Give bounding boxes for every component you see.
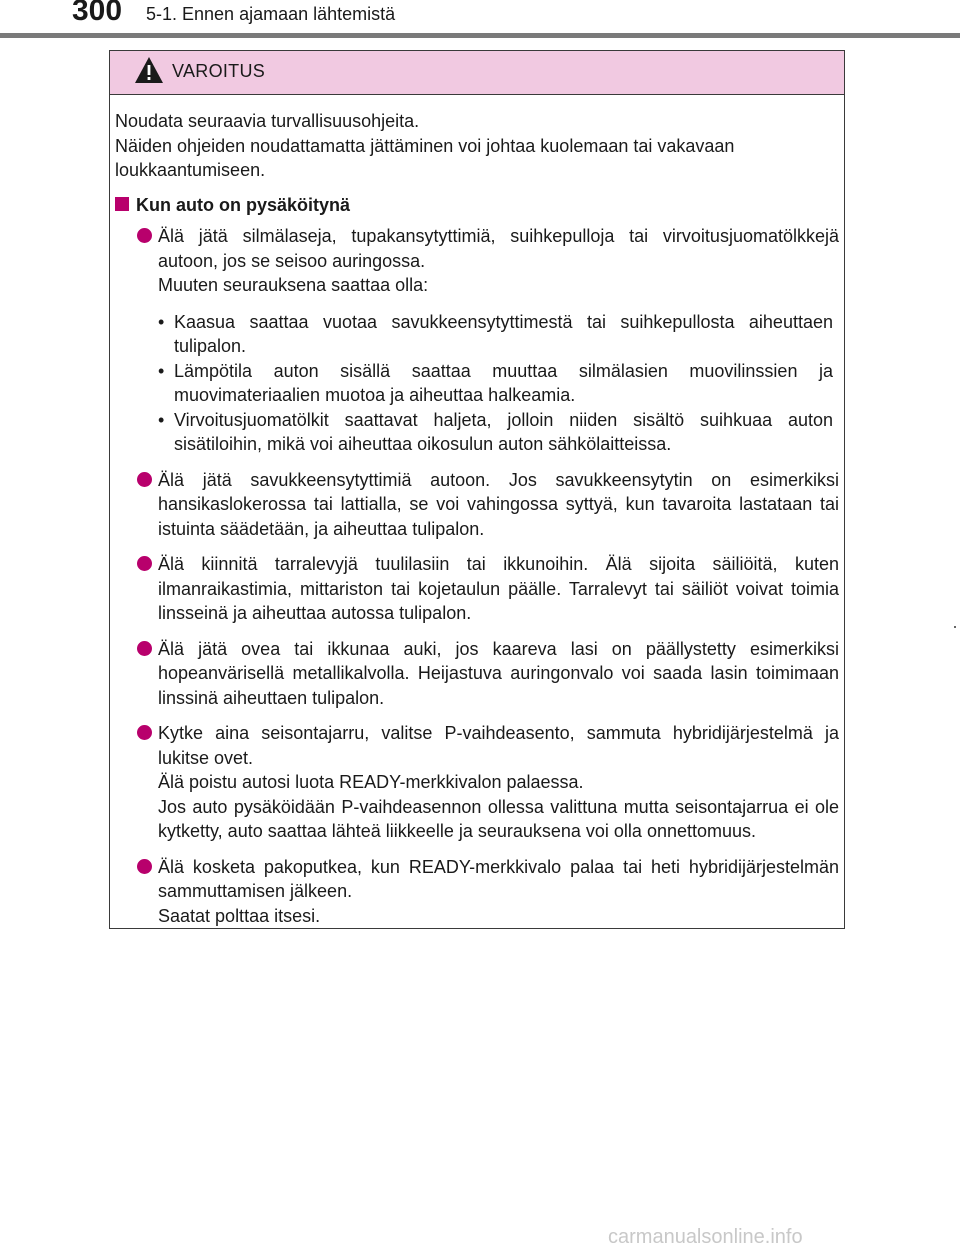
sub-list-item: [158, 408, 839, 457]
intro-line: Näiden ohjeiden noudattamatta jättäminen voi johtaa kuolemaan tai vakavaan loukkaantumiseen.: [115, 135, 735, 180]
list-item: [115, 721, 839, 844]
item-line: Älä jätä ovea tai ikkunaa auki, jos kaareva lasi on päällystetty esimerkiksi hopeanvärisellä metallikalvolla. Heijastuva auringonvalo voi saada lasin toimimaan linssinä aiheuttaen tulipalon.: [158, 638, 839, 708]
warning-box: [109, 50, 845, 929]
item-line: Kytke aina seisontajarru, valitse P-vaihdeasento, sammuta hybridijärjestelmä ja lukitse ovet.: [158, 723, 839, 768]
bullet-dot-icon: [137, 472, 152, 487]
sub-bullet-icon: •: [158, 360, 165, 381]
intro-text: [115, 109, 839, 183]
sub-list-item: [158, 359, 839, 408]
bullet-dot-icon: [137, 556, 152, 571]
square-bullet-icon: [115, 197, 129, 211]
warning-header: [110, 51, 844, 95]
item-line: Älä jätä silmälaseja, tupakansytyttimiä, suihkepulloja tai virvoitusjuomatölkkejä autoon, jos se seisoo auringossa.: [158, 226, 839, 271]
sub-item-text: Kaasua saattaa vuotaa savukkeensytyttimestä tai suihkepullosta aiheuttaen tulipalon.: [174, 311, 833, 356]
warning-title: VAROITUS: [172, 61, 266, 81]
item-line: Älä jätä savukkeensytyttimiä autoon. Jos savukkeensytytin on esimerkiksi hansikaslokerossa tai lattialla, se voi vahingossa syttyä, kun tavaroita lastataan tai istuinta säädetään, ja aiheuttaa tulipalon.: [158, 469, 839, 539]
header-rule: [0, 33, 960, 38]
watermark: carmanualsonline.info: [608, 1226, 803, 1248]
warning-body: [115, 109, 839, 939]
subheading: [115, 193, 839, 218]
sub-item-text: Virvoitusjuomatölkit saattavat haljeta, jolloin niiden sisältö suihkuaa auton sisätiloihin, mikä voi aiheuttaa oikosulun auton sähkölaitteissa.: [174, 409, 833, 454]
sub-list-item: [158, 310, 839, 359]
item-line: Muuten seurauksena saattaa olla:: [158, 275, 429, 295]
list-item: [115, 637, 839, 711]
intro-line: Noudata seuraavia turvallisuusohjeita.: [115, 111, 420, 131]
bullet-dot-icon: [137, 725, 152, 740]
item-line: Älä kiinnitä tarralevyjä tuulilasiin tai ikkunoihin. Älä sijoita säiliöitä, kuten ilmanraikastimia, mittariston tai kojetaulun päälle. Tarralevyt tai säiliöt voivat toimia linsseinä ja aiheuttaa autossa tulipalon.: [158, 554, 839, 623]
sub-bullet-icon: •: [158, 409, 165, 430]
item-line: Älä poistu autosi luota READY-merkkivalon palaessa.: [158, 772, 584, 792]
bullet-dot-icon: [137, 859, 152, 874]
section-title: 5-1. Ennen ajamaan lähtemistä: [146, 4, 396, 24]
bullet-dot-icon: [137, 228, 152, 243]
item-line: Saatat polttaa itsesi.: [158, 905, 321, 926]
sub-item-text: Lämpötila auton sisällä saattaa muuttaa silmälasien muovilinssien ja muovimateriaalien muotoa ja aiheuttaa halkeamia.: [174, 360, 833, 405]
list-item: [115, 855, 839, 929]
sub-bullet-icon: •: [158, 311, 165, 332]
page-header: [0, 0, 960, 40]
bullet-dot-icon: [137, 641, 152, 656]
warning-triangle-icon: [134, 56, 164, 84]
list-item: [115, 224, 839, 457]
subheading-text: Kun auto on pysäköitynä: [136, 194, 351, 215]
list-item: [115, 468, 839, 542]
page-number: 300: [72, 0, 123, 27]
item-line: Jos auto pysäköidään P-vaihdeasennon ollessa valittuna mutta seisontajarrua ei ole kytketty, auto saattaa lähteä liikkeelle ja seurauksena voi olla onnettomuus.: [158, 796, 839, 841]
list-item: [115, 552, 839, 626]
scan-artifact: [954, 626, 956, 628]
item-line: Älä kosketa pakoputkea, kun READY-merkkivalo palaa tai heti hybridijärjestelmän sammuttamisen jälkeen.: [158, 856, 839, 901]
sub-list: [158, 310, 839, 457]
